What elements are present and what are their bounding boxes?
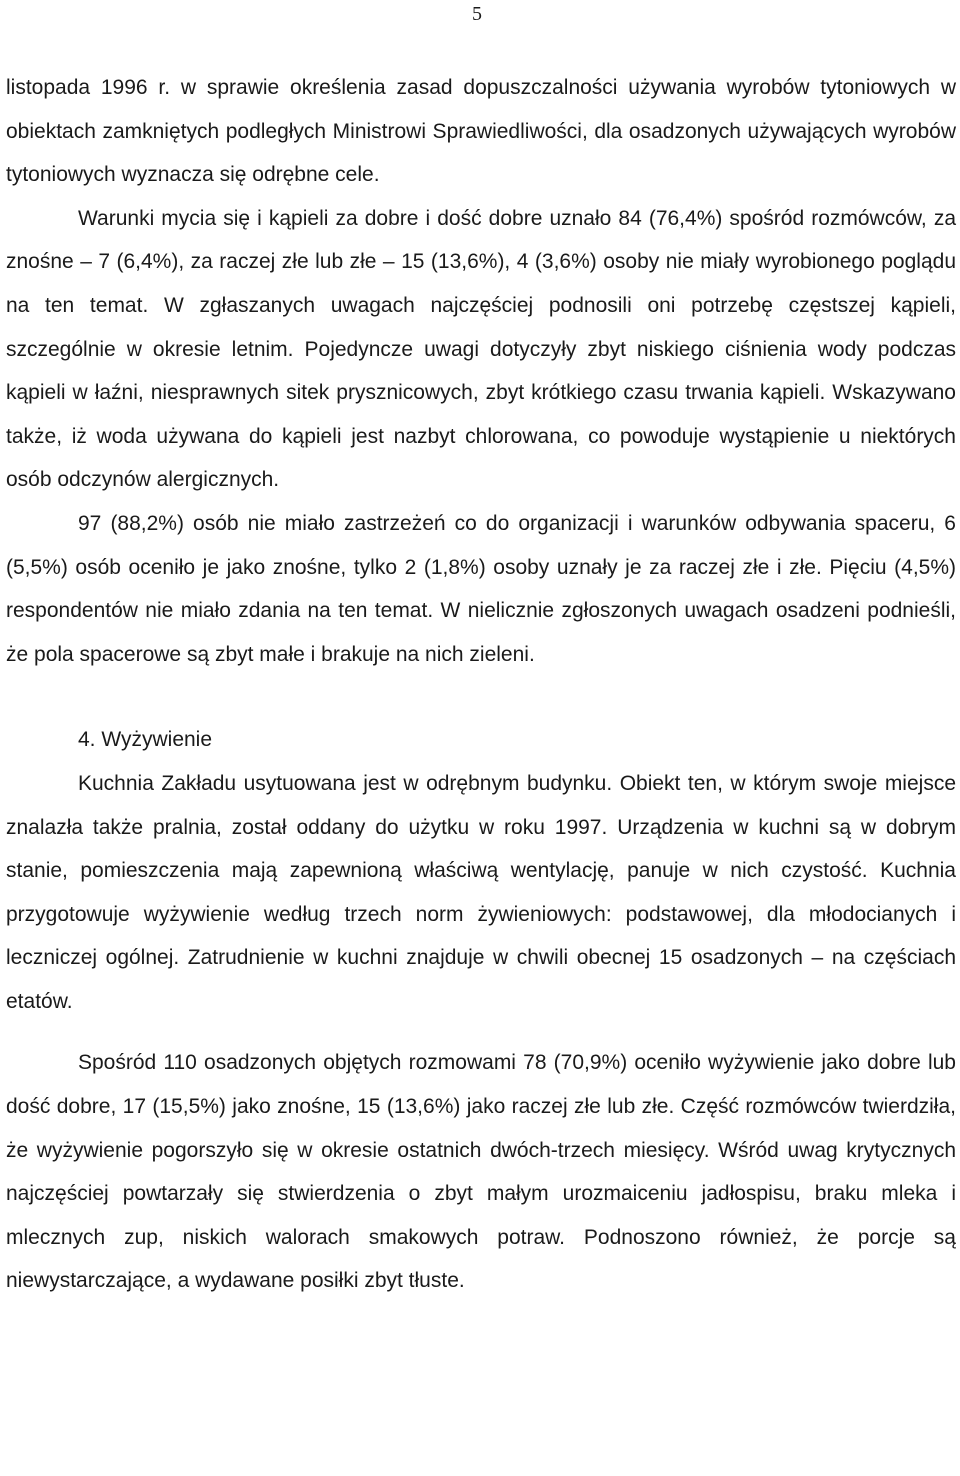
- document-body: [6, 66, 956, 1303]
- paragraph-food-opinions: Spośród 110 osadzonych objętych rozmowami 78 (70,9%) oceniło wyżywienie jako dobre lub dość dobre, 17 (15,5%) jako znośne, 15 (13,6%) jako raczej złe lub złe. Część rozmówców twierdziła, że wyżywienie pogorszyło się w okresie ostatnich dwóch-trzech miesięcy. Wśród uwag krytycznych najczęściej powtarzały się stwierdzenia o zbyt małym urozmaiceniu jadłospisu, braku mleka i mlecznych zup, niskich walorach smakowych potraw. Podnoszono również, że porcje są niewystarczające, a wydawane posiłki zbyt tłuste.: [6, 1051, 956, 1293]
- page-number: 5: [472, 3, 482, 25]
- paragraph-walks: 97 (88,2%) osób nie miało zastrzeżeń co do organizacji i warunków odbywania spaceru, 6 (5,5%) osób oceniło je jako znośne, tylko 2 (1,8%) osoby uznały je za raczej złe i złe. Pięciu (4,5%) respondentów nie miało zdania na ten temat. W nielicznie zgłoszonych uwagach osadzeni podnieśli, że pola spacerowe są zbyt małe i brakuje na nich zieleni.: [6, 511, 956, 666]
- paragraph-smoking-rules: listopada 1996 r. w sprawie określenia zasad dopuszczalności używania wyrobów tytoniowych w obiektach zamkniętych podległych Ministrowi Sprawiedliwości, dla osadzonych używających wyrobów tytoniowych wyznacza się odrębne cele.: [6, 76, 956, 187]
- section-heading-nutrition: 4. Wyżywienie: [78, 728, 213, 752]
- paragraph-kitchen: Kuchnia Zakładu usytuowana jest w odrębnym budynku. Obiekt ten, w którym swoje miejsce znalazła także pralnia, został oddany do użytku w roku 1997. Urządzenia w kuchni są w dobrym stanie, pomieszczenia mają zapewnioną właściwą wentylację, panuje w nich czystość. Kuchnia przygotowuje wyżywienie według trzech norm żywieniowych: podstawowej, dla młodocianych i leczniczej ogólnej. Zatrudnienie w kuchni znajduje w chwili obecnej 15 osadzonych – na częściach etatów.: [6, 771, 956, 1013]
- paragraph-bathing-conditions: Warunki mycia się i kąpieli za dobre i dość dobre uznało 84 (76,4%) spośród rozmówców, za znośne – 7 (6,4%), za raczej złe lub złe – 15 (13,6%), 4 (3,6%) osoby nie miały wyrobionego poglądu na ten temat. W zgłaszanych uwagach najczęściej podnosili oni potrzebę częstszej kąpieli, szczególnie w okresie letnim. Pojedyncze uwagi dotyczyły zbyt niskiego ciśnienia wody podczas kąpieli w łaźni, niesprawnych sitek prysznicowych, zbyt krótkiego czasu trwania kąpieli. Wskazywano także, iż woda używana do kąpieli jest nazbyt chlorowana, co powoduje wystąpienie u niektórych osób odczynów alergicznych.: [6, 206, 956, 492]
